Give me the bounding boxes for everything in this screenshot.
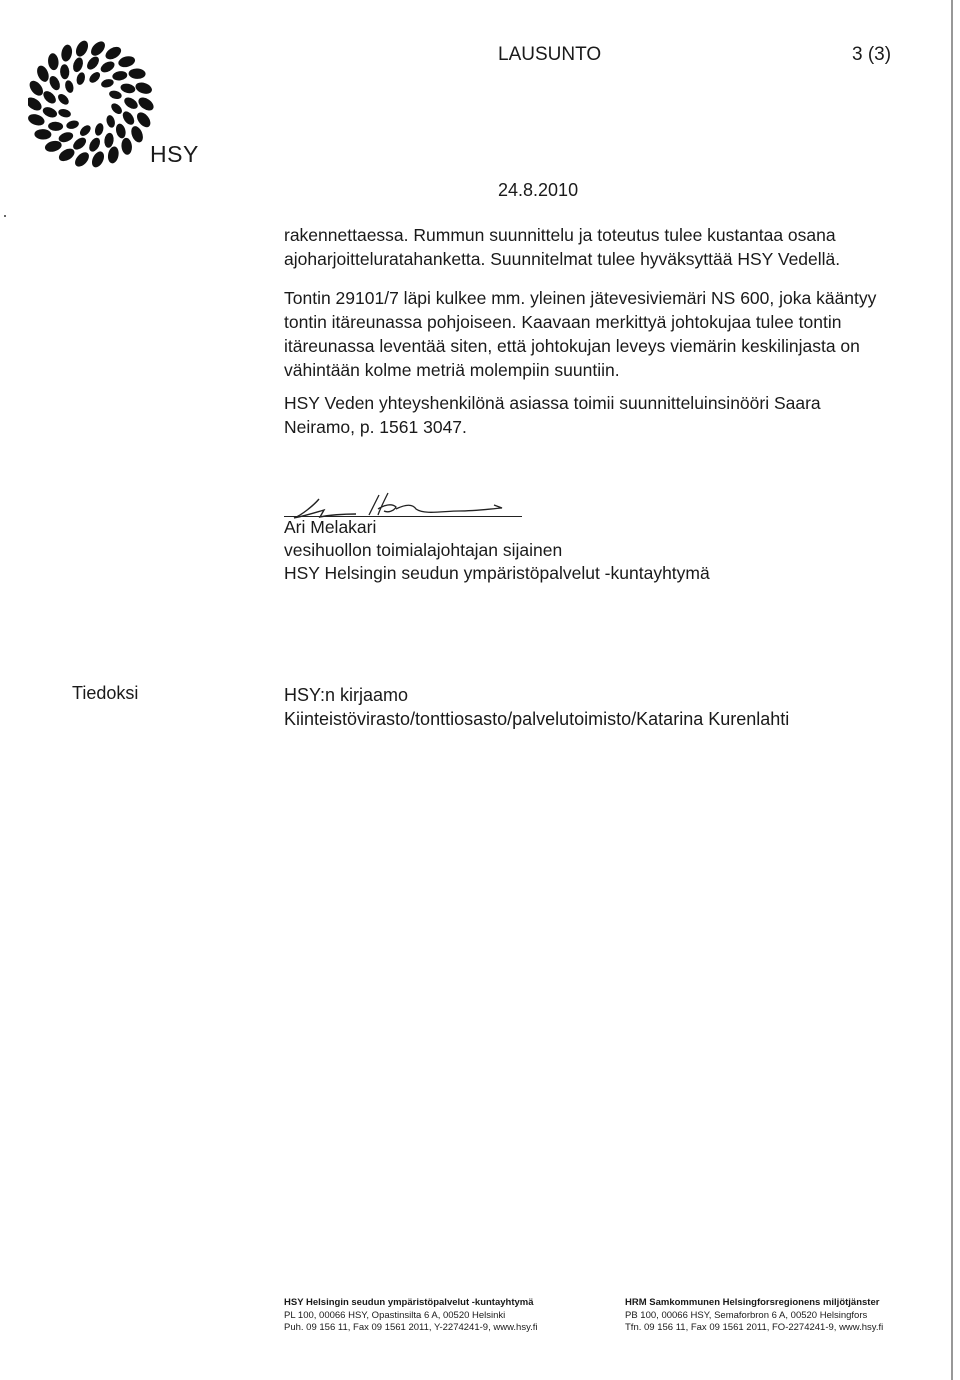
logo-petal (44, 139, 63, 153)
document-date: 24.8.2010 (498, 180, 579, 200)
logo-petal (90, 149, 107, 169)
footer-address: PB 100, 00066 HSY, Semaforbron 6 A, 00520 Helsingfors (625, 1309, 868, 1321)
logo-petal (60, 64, 70, 79)
footer-finnish (284, 1297, 538, 1335)
logo-petal (94, 122, 105, 136)
logo-petal (99, 59, 117, 74)
logo-petal (65, 119, 79, 130)
logo-petal (87, 70, 102, 85)
text-line: ajoharjoitteluratahanketta. Suunnitelmat tulee hyväksyttää HSY Vedellä. (284, 249, 841, 269)
text-line: HSY Veden yhteyshenkilönä asiassa toimii suunnitteluinsinööri Saara (284, 393, 821, 413)
text-line: Neiramo, p. 1561 3047. (284, 417, 467, 437)
logo-petal (129, 124, 145, 144)
logo-petal (47, 53, 59, 71)
scan-edge-line (951, 0, 953, 1380)
logo-petal (85, 54, 102, 71)
logo-petal (120, 109, 136, 127)
text-line: Tontin 29101/7 läpi kulkee mm. yleinen jätevesiviemäri NS 600, joka kääntyy (284, 288, 877, 308)
logo-petal (41, 105, 58, 119)
logo-petal (100, 78, 114, 89)
distribution-recipient: Kiinteistövirasto/tonttiosasto/palvelutoimisto/Katarina Kurenlahti (284, 709, 790, 729)
logo-petal (117, 55, 136, 69)
logo-petal (74, 39, 91, 59)
logo-petal (134, 81, 153, 96)
text-line: vähintään kolme metriä molempiin suuntiin. (284, 360, 620, 380)
logo-petal (57, 130, 74, 144)
logo-petal (34, 129, 51, 140)
logo-petal (128, 68, 145, 79)
logo-petal (48, 121, 63, 131)
text-line: rakennettaessa. Rummun suunnittelu ja toteutus tulee kustantaa osana (284, 225, 836, 245)
logo-petal (28, 112, 46, 127)
logo-petal (72, 150, 91, 170)
logo-petal (57, 108, 71, 119)
footer-swedish (625, 1297, 883, 1335)
logo-petal (108, 89, 122, 100)
logo-petal (78, 123, 93, 138)
distribution-label: Tiedoksi (72, 683, 139, 703)
logo-petal (75, 71, 86, 85)
footer-org-name: HSY Helsingin seudun ympäristöpalvelut -kuntayhtymä (284, 1297, 534, 1308)
logo-petal (88, 39, 107, 59)
document-type: LAUSUNTO (498, 44, 602, 65)
logo-petal (109, 101, 124, 116)
hsy-logo-icon (28, 34, 168, 184)
logo-petal (121, 137, 133, 155)
logo-petal (47, 74, 62, 91)
text-line: itäreunassa leventää siten, että johtokujan leveys viemärin keskilinjasta on (284, 336, 860, 356)
logo-petal (64, 79, 75, 93)
signer-title: vesihuollon toimialajohtajan sijainen (284, 540, 563, 560)
logo-wordmark: HSY (150, 141, 199, 167)
logo-petal (136, 95, 156, 113)
text-line: tontin itäreunassa pohjoiseen. Kaavaan merkittyä johtokujaa tulee tontin (284, 312, 842, 332)
handwritten-signature (284, 475, 704, 520)
signer-name: Ari Melakari (284, 517, 377, 537)
paragraph-2 (284, 286, 904, 382)
logo-petal (103, 132, 114, 148)
logo-petal (28, 95, 44, 113)
logo-petal (57, 146, 77, 164)
paragraph-3 (284, 391, 904, 439)
logo-petal (112, 70, 128, 81)
logo-petal (107, 146, 120, 165)
footer-org-name: HRM Samkommunen Helsingforsregionens miljötjänster (625, 1297, 880, 1308)
signature-block (284, 516, 710, 585)
logo-petal (87, 136, 102, 154)
logo-petal (120, 82, 137, 94)
footer-contact: Puh. 09 156 11, Fax 09 1561 2011, Y-2274241-9, www.hsy.fi (284, 1322, 538, 1333)
logo-petal (103, 44, 123, 62)
logo-petal (105, 114, 116, 128)
logo-petal (71, 135, 88, 152)
logo-petal (60, 44, 73, 63)
logo-petal (122, 95, 140, 111)
page-number: 3 (3) (852, 44, 892, 65)
scan-artifact (4, 215, 6, 217)
logo-petal (35, 64, 51, 84)
distribution-recipient: HSY:n kirjaamo (284, 685, 409, 705)
distribution-list (284, 683, 789, 731)
footer-contact: Tfn. 09 156 11, Fax 09 1561 2011, FO-2274241-9, www.hsy.fi (625, 1322, 884, 1333)
footer-address: PL 100, 00066 HSY, Opastinsilta 6 A, 00520 Helsinki (284, 1309, 506, 1321)
logo-petal (41, 89, 58, 106)
logo-petal (56, 92, 71, 107)
logo-petal (71, 56, 84, 73)
logo-petal (115, 123, 128, 140)
paragraph-1 (284, 223, 904, 271)
signer-organization: HSY Helsingin seudun ympäristöpalvelut -kuntayhtymä (284, 563, 710, 583)
